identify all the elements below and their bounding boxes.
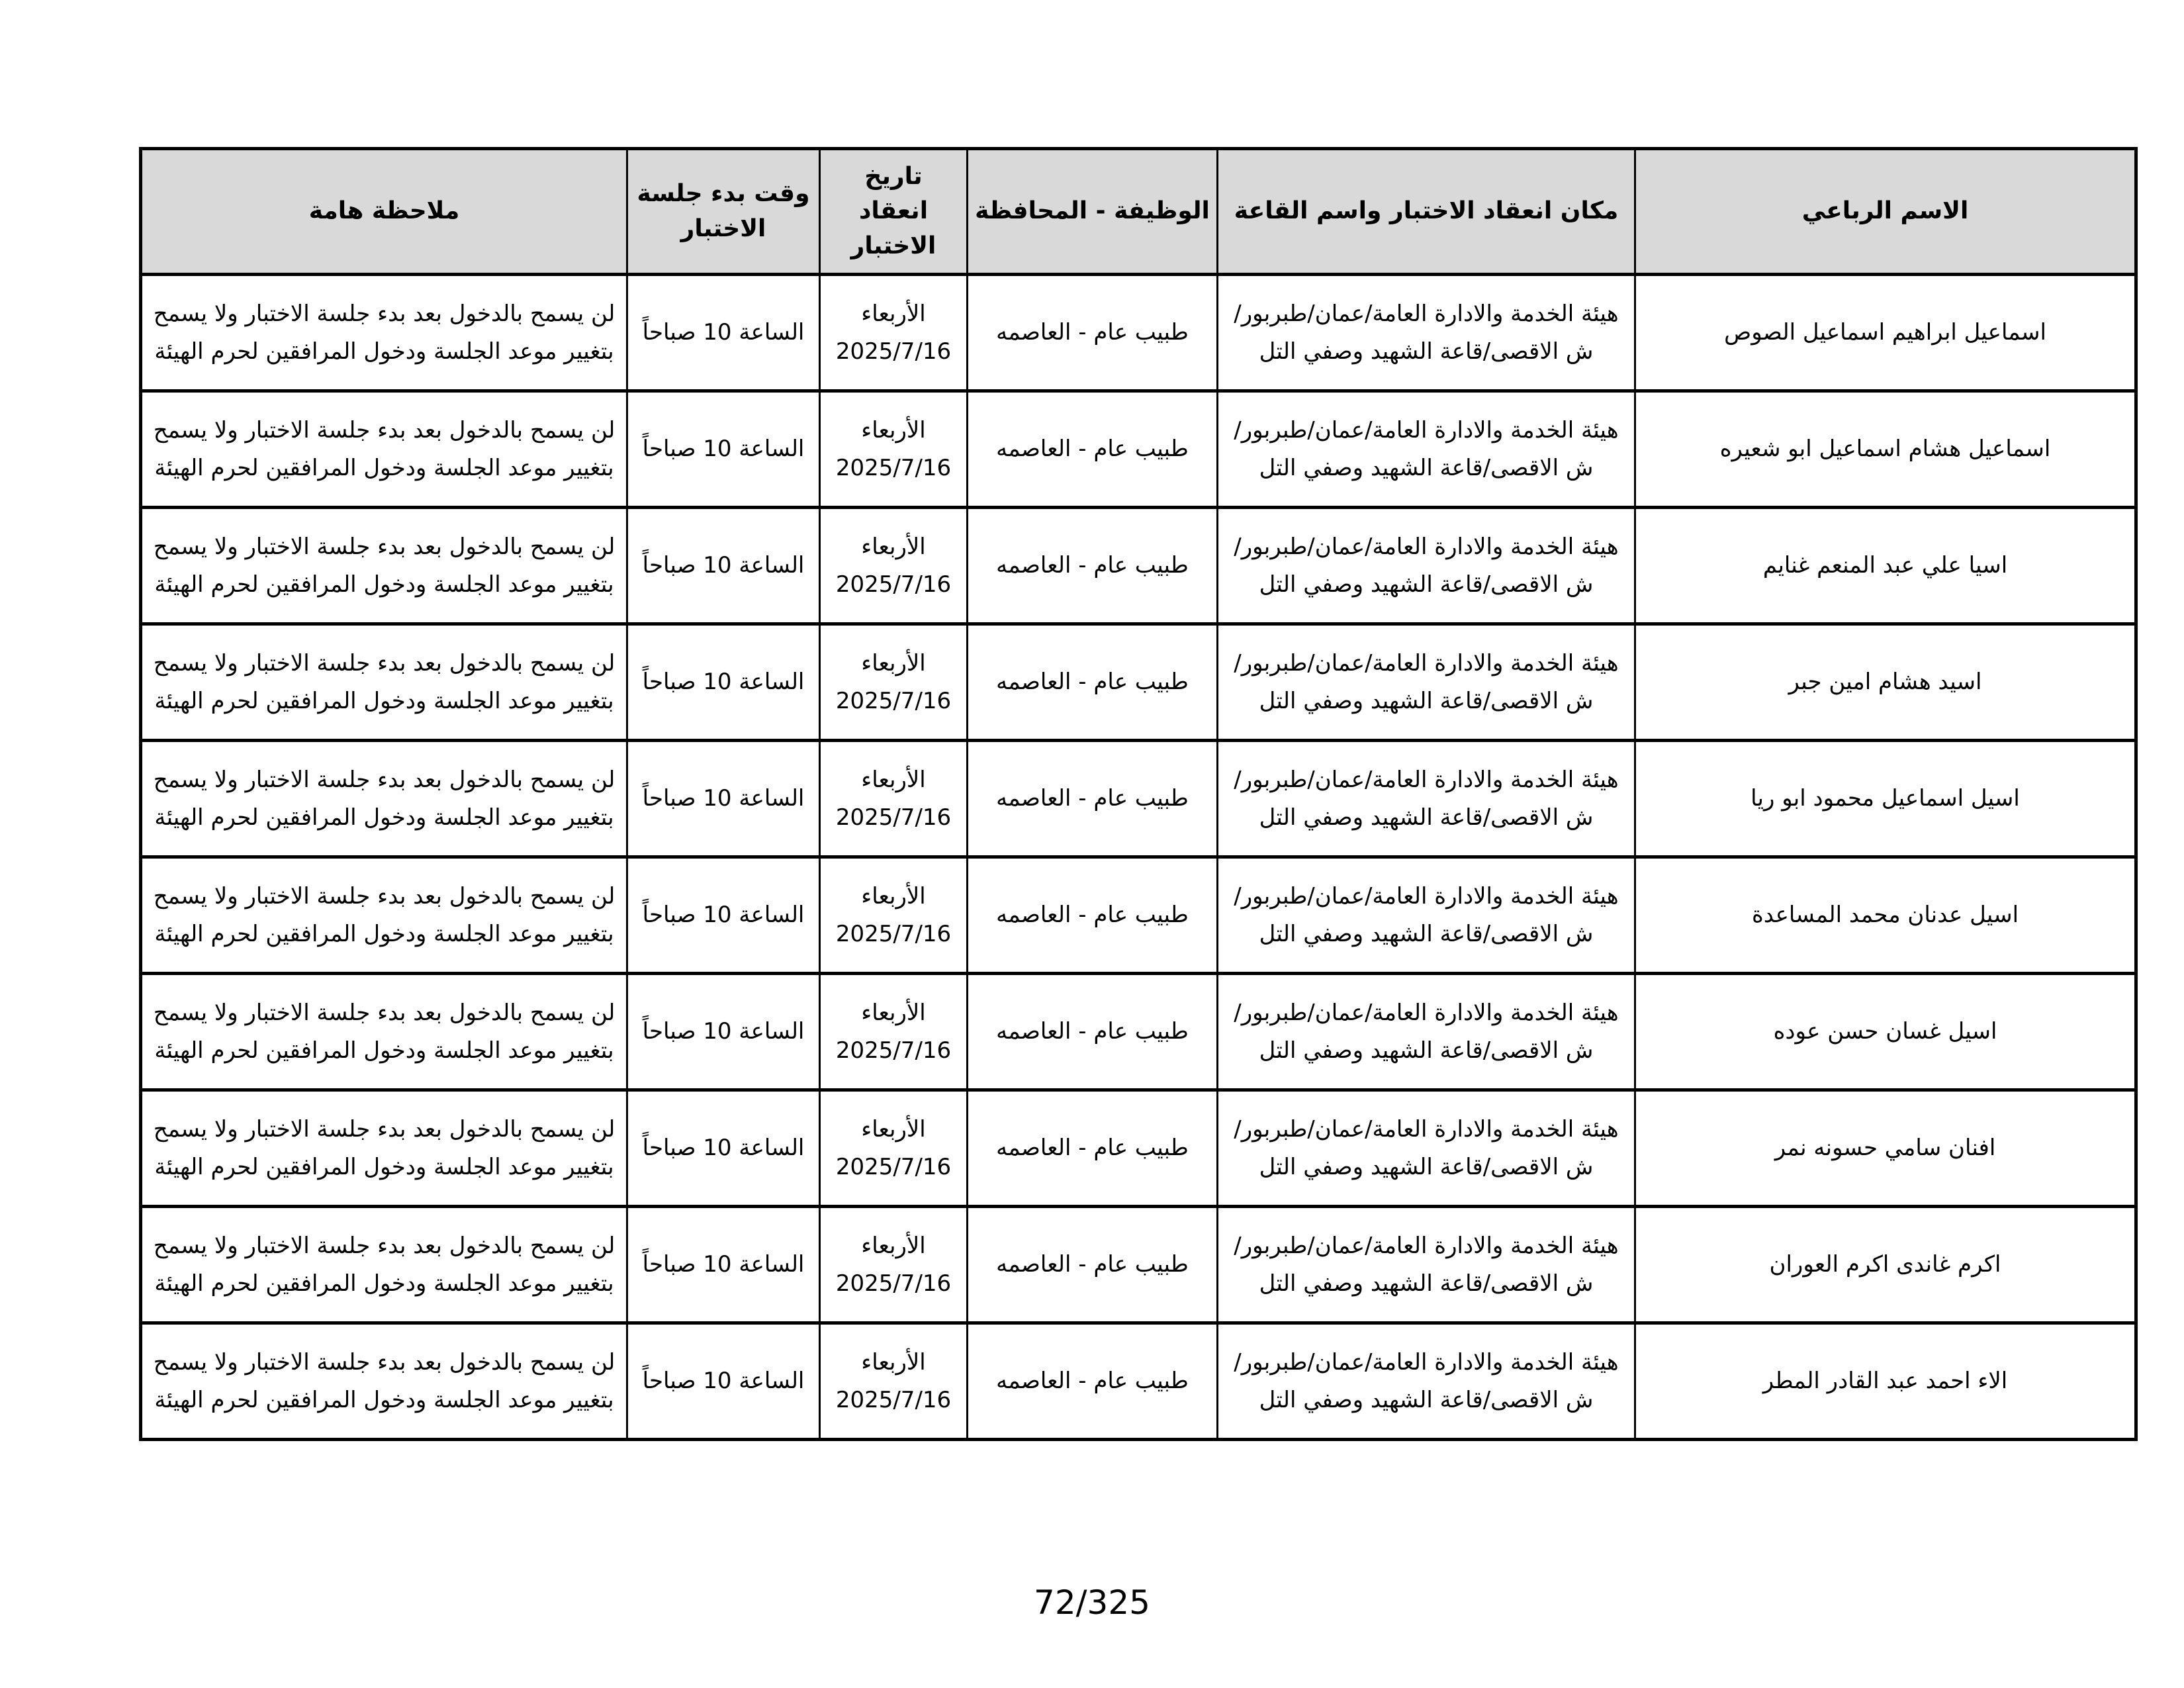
time-cell: الساعة 10 صباحاً xyxy=(627,741,820,857)
job-cell: طبيب عام - العاصمه xyxy=(968,391,1218,508)
exam-day: الأربعاء xyxy=(861,301,926,328)
exam-day: الأربعاء xyxy=(861,1349,926,1376)
time-cell: الساعة 10 صباحاً xyxy=(627,1323,820,1440)
date-cell xyxy=(820,857,968,974)
exam-date: 2025/7/16 xyxy=(835,1270,952,1297)
location-cell: هيئة الخدمة والادارة العامة/عمان/طبربور/ش الاقصى/قاعة الشهيد وصفي التل xyxy=(1218,624,1635,741)
name-cell: اسماعيل ابراهيم اسماعيل الصوص xyxy=(1635,275,2136,391)
location-cell: هيئة الخدمة والادارة العامة/عمان/طبربور/ش الاقصى/قاعة الشهيد وصفي التل xyxy=(1218,1323,1635,1440)
note-cell: لن يسمح بالدخول بعد بدء جلسة الاختبار ولا يسمح بتغيير موعد الجلسة ودخول المرافقين لحرم الهيئة xyxy=(141,741,627,857)
time-cell: الساعة 10 صباحاً xyxy=(627,624,820,741)
location-cell: هيئة الخدمة والادارة العامة/عمان/طبربور/ش الاقصى/قاعة الشهيد وصفي التل xyxy=(1218,1090,1635,1207)
exam-day: الأربعاء xyxy=(861,767,926,794)
job-cell: طبيب عام - العاصمه xyxy=(968,741,1218,857)
name-cell: اسيل عدنان محمد المساعدة xyxy=(1635,857,2136,974)
date-cell xyxy=(820,508,968,624)
time-cell: الساعة 10 صباحاً xyxy=(627,275,820,391)
location-cell: هيئة الخدمة والادارة العامة/عمان/طبربور/ش الاقصى/قاعة الشهيد وصفي التل xyxy=(1218,275,1635,391)
name-cell: اسماعيل هشام اسماعيل ابو شعيره xyxy=(1635,391,2136,508)
exam-day: الأربعاء xyxy=(861,1000,926,1027)
job-cell: طبيب عام - العاصمه xyxy=(968,1090,1218,1207)
job-cell: طبيب عام - العاصمه xyxy=(968,1323,1218,1440)
job-cell: طبيب عام - العاصمه xyxy=(968,1207,1218,1323)
job-cell: طبيب عام - العاصمه xyxy=(968,275,1218,391)
name-cell: الاء احمد عبد القادر المطر xyxy=(1635,1323,2136,1440)
note-cell: لن يسمح بالدخول بعد بدء جلسة الاختبار ولا يسمح بتغيير موعد الجلسة ودخول المرافقين لحرم الهيئة xyxy=(141,624,627,741)
table-row xyxy=(141,974,2136,1090)
location-cell: هيئة الخدمة والادارة العامة/عمان/طبربور/ش الاقصى/قاعة الشهيد وصفي التل xyxy=(1218,508,1635,624)
name-cell: اسيل غسان حسن عوده xyxy=(1635,974,2136,1090)
exam-day: الأربعاء xyxy=(861,534,926,561)
time-cell: الساعة 10 صباحاً xyxy=(627,1207,820,1323)
location-cell: هيئة الخدمة والادارة العامة/عمان/طبربور/ش الاقصى/قاعة الشهيد وصفي التل xyxy=(1218,974,1635,1090)
table-row xyxy=(141,1323,2136,1440)
table-row xyxy=(141,741,2136,857)
note-cell: لن يسمح بالدخول بعد بدء جلسة الاختبار ولا يسمح بتغيير موعد الجلسة ودخول المرافقين لحرم الهيئة xyxy=(141,1090,627,1207)
time-cell: الساعة 10 صباحاً xyxy=(627,391,820,508)
name-cell: اكرم غاندى اكرم العوران xyxy=(1635,1207,2136,1323)
time-cell: الساعة 10 صباحاً xyxy=(627,1090,820,1207)
exam-date: 2025/7/16 xyxy=(835,1037,952,1064)
exam-date: 2025/7/16 xyxy=(835,1153,952,1180)
header-session-time: وقت بدء جلسة الاختبار xyxy=(627,149,820,275)
time-cell: الساعة 10 صباحاً xyxy=(627,857,820,974)
name-cell: افنان سامي حسونه نمر xyxy=(1635,1090,2136,1207)
location-cell: هيئة الخدمة والادارة العامة/عمان/طبربور/ش الاقصى/قاعة الشهيد وصفي التل xyxy=(1218,741,1635,857)
date-cell xyxy=(820,741,968,857)
date-cell xyxy=(820,1323,968,1440)
exam-day: الأربعاء xyxy=(861,650,926,677)
location-cell: هيئة الخدمة والادارة العامة/عمان/طبربور/ش الاقصى/قاعة الشهيد وصفي التل xyxy=(1218,391,1635,508)
exam-schedule-table xyxy=(139,147,2138,1441)
exam-day: الأربعاء xyxy=(861,417,926,444)
exam-date: 2025/7/16 xyxy=(835,454,952,481)
exam-date: 2025/7/16 xyxy=(835,338,952,365)
time-cell: الساعة 10 صباحاً xyxy=(627,508,820,624)
table-row xyxy=(141,857,2136,974)
job-cell: طبيب عام - العاصمه xyxy=(968,974,1218,1090)
header-location: مكان انعقاد الاختبار واسم القاعة xyxy=(1218,149,1635,275)
page-number: 72/325 xyxy=(1034,1583,1150,1622)
date-cell xyxy=(820,391,968,508)
date-cell xyxy=(820,974,968,1090)
table-row xyxy=(141,391,2136,508)
exam-date: 2025/7/16 xyxy=(835,920,952,947)
table-header-row xyxy=(141,149,2136,275)
location-cell: هيئة الخدمة والادارة العامة/عمان/طبربور/ش الاقصى/قاعة الشهيد وصفي التل xyxy=(1218,1207,1635,1323)
exam-day: الأربعاء xyxy=(861,1233,926,1260)
header-name: الاسم الرباعي xyxy=(1635,149,2136,275)
location-cell: هيئة الخدمة والادارة العامة/عمان/طبربور/ش الاقصى/قاعة الشهيد وصفي التل xyxy=(1218,857,1635,974)
note-cell: لن يسمح بالدخول بعد بدء جلسة الاختبار ولا يسمح بتغيير موعد الجلسة ودخول المرافقين لحرم الهيئة xyxy=(141,391,627,508)
table-row xyxy=(141,1090,2136,1207)
name-cell: اسيد هشام امين جبر xyxy=(1635,624,2136,741)
note-cell: لن يسمح بالدخول بعد بدء جلسة الاختبار ولا يسمح بتغيير موعد الجلسة ودخول المرافقين لحرم الهيئة xyxy=(141,508,627,624)
table-row xyxy=(141,1207,2136,1323)
date-cell xyxy=(820,624,968,741)
header-note: ملاحظة هامة xyxy=(141,149,627,275)
date-cell xyxy=(820,1207,968,1323)
note-cell: لن يسمح بالدخول بعد بدء جلسة الاختبار ولا يسمح بتغيير موعد الجلسة ودخول المرافقين لحرم الهيئة xyxy=(141,1207,627,1323)
note-cell: لن يسمح بالدخول بعد بدء جلسة الاختبار ولا يسمح بتغيير موعد الجلسة ودخول المرافقين لحرم الهيئة xyxy=(141,275,627,391)
exam-date: 2025/7/16 xyxy=(835,571,952,598)
table-row xyxy=(141,624,2136,741)
header-job-governorate: الوظيفة - المحافظة xyxy=(968,149,1218,275)
exam-date: 2025/7/16 xyxy=(835,687,952,714)
time-cell: الساعة 10 صباحاً xyxy=(627,974,820,1090)
date-cell xyxy=(820,275,968,391)
job-cell: طبيب عام - العاصمه xyxy=(968,624,1218,741)
job-cell: طبيب عام - العاصمه xyxy=(968,857,1218,974)
date-cell xyxy=(820,1090,968,1207)
exam-day: الأربعاء xyxy=(861,883,926,910)
note-cell: لن يسمح بالدخول بعد بدء جلسة الاختبار ولا يسمح بتغيير موعد الجلسة ودخول المرافقين لحرم الهيئة xyxy=(141,1323,627,1440)
exam-day: الأربعاء xyxy=(861,1116,926,1143)
name-cell: اسيل اسماعيل محمود ابو ريا xyxy=(1635,741,2136,857)
table-row xyxy=(141,275,2136,391)
note-cell: لن يسمح بالدخول بعد بدء جلسة الاختبار ولا يسمح بتغيير موعد الجلسة ودخول المرافقين لحرم الهيئة xyxy=(141,857,627,974)
name-cell: اسيا علي عبد المنعم غنايم xyxy=(1635,508,2136,624)
header-exam-date: تاريخ انعقاد الاختبار xyxy=(820,149,968,275)
exam-date: 2025/7/16 xyxy=(835,1386,952,1413)
note-cell: لن يسمح بالدخول بعد بدء جلسة الاختبار ولا يسمح بتغيير موعد الجلسة ودخول المرافقين لحرم الهيئة xyxy=(141,974,627,1090)
table-row xyxy=(141,508,2136,624)
exam-date: 2025/7/16 xyxy=(835,804,952,831)
job-cell: طبيب عام - العاصمه xyxy=(968,508,1218,624)
